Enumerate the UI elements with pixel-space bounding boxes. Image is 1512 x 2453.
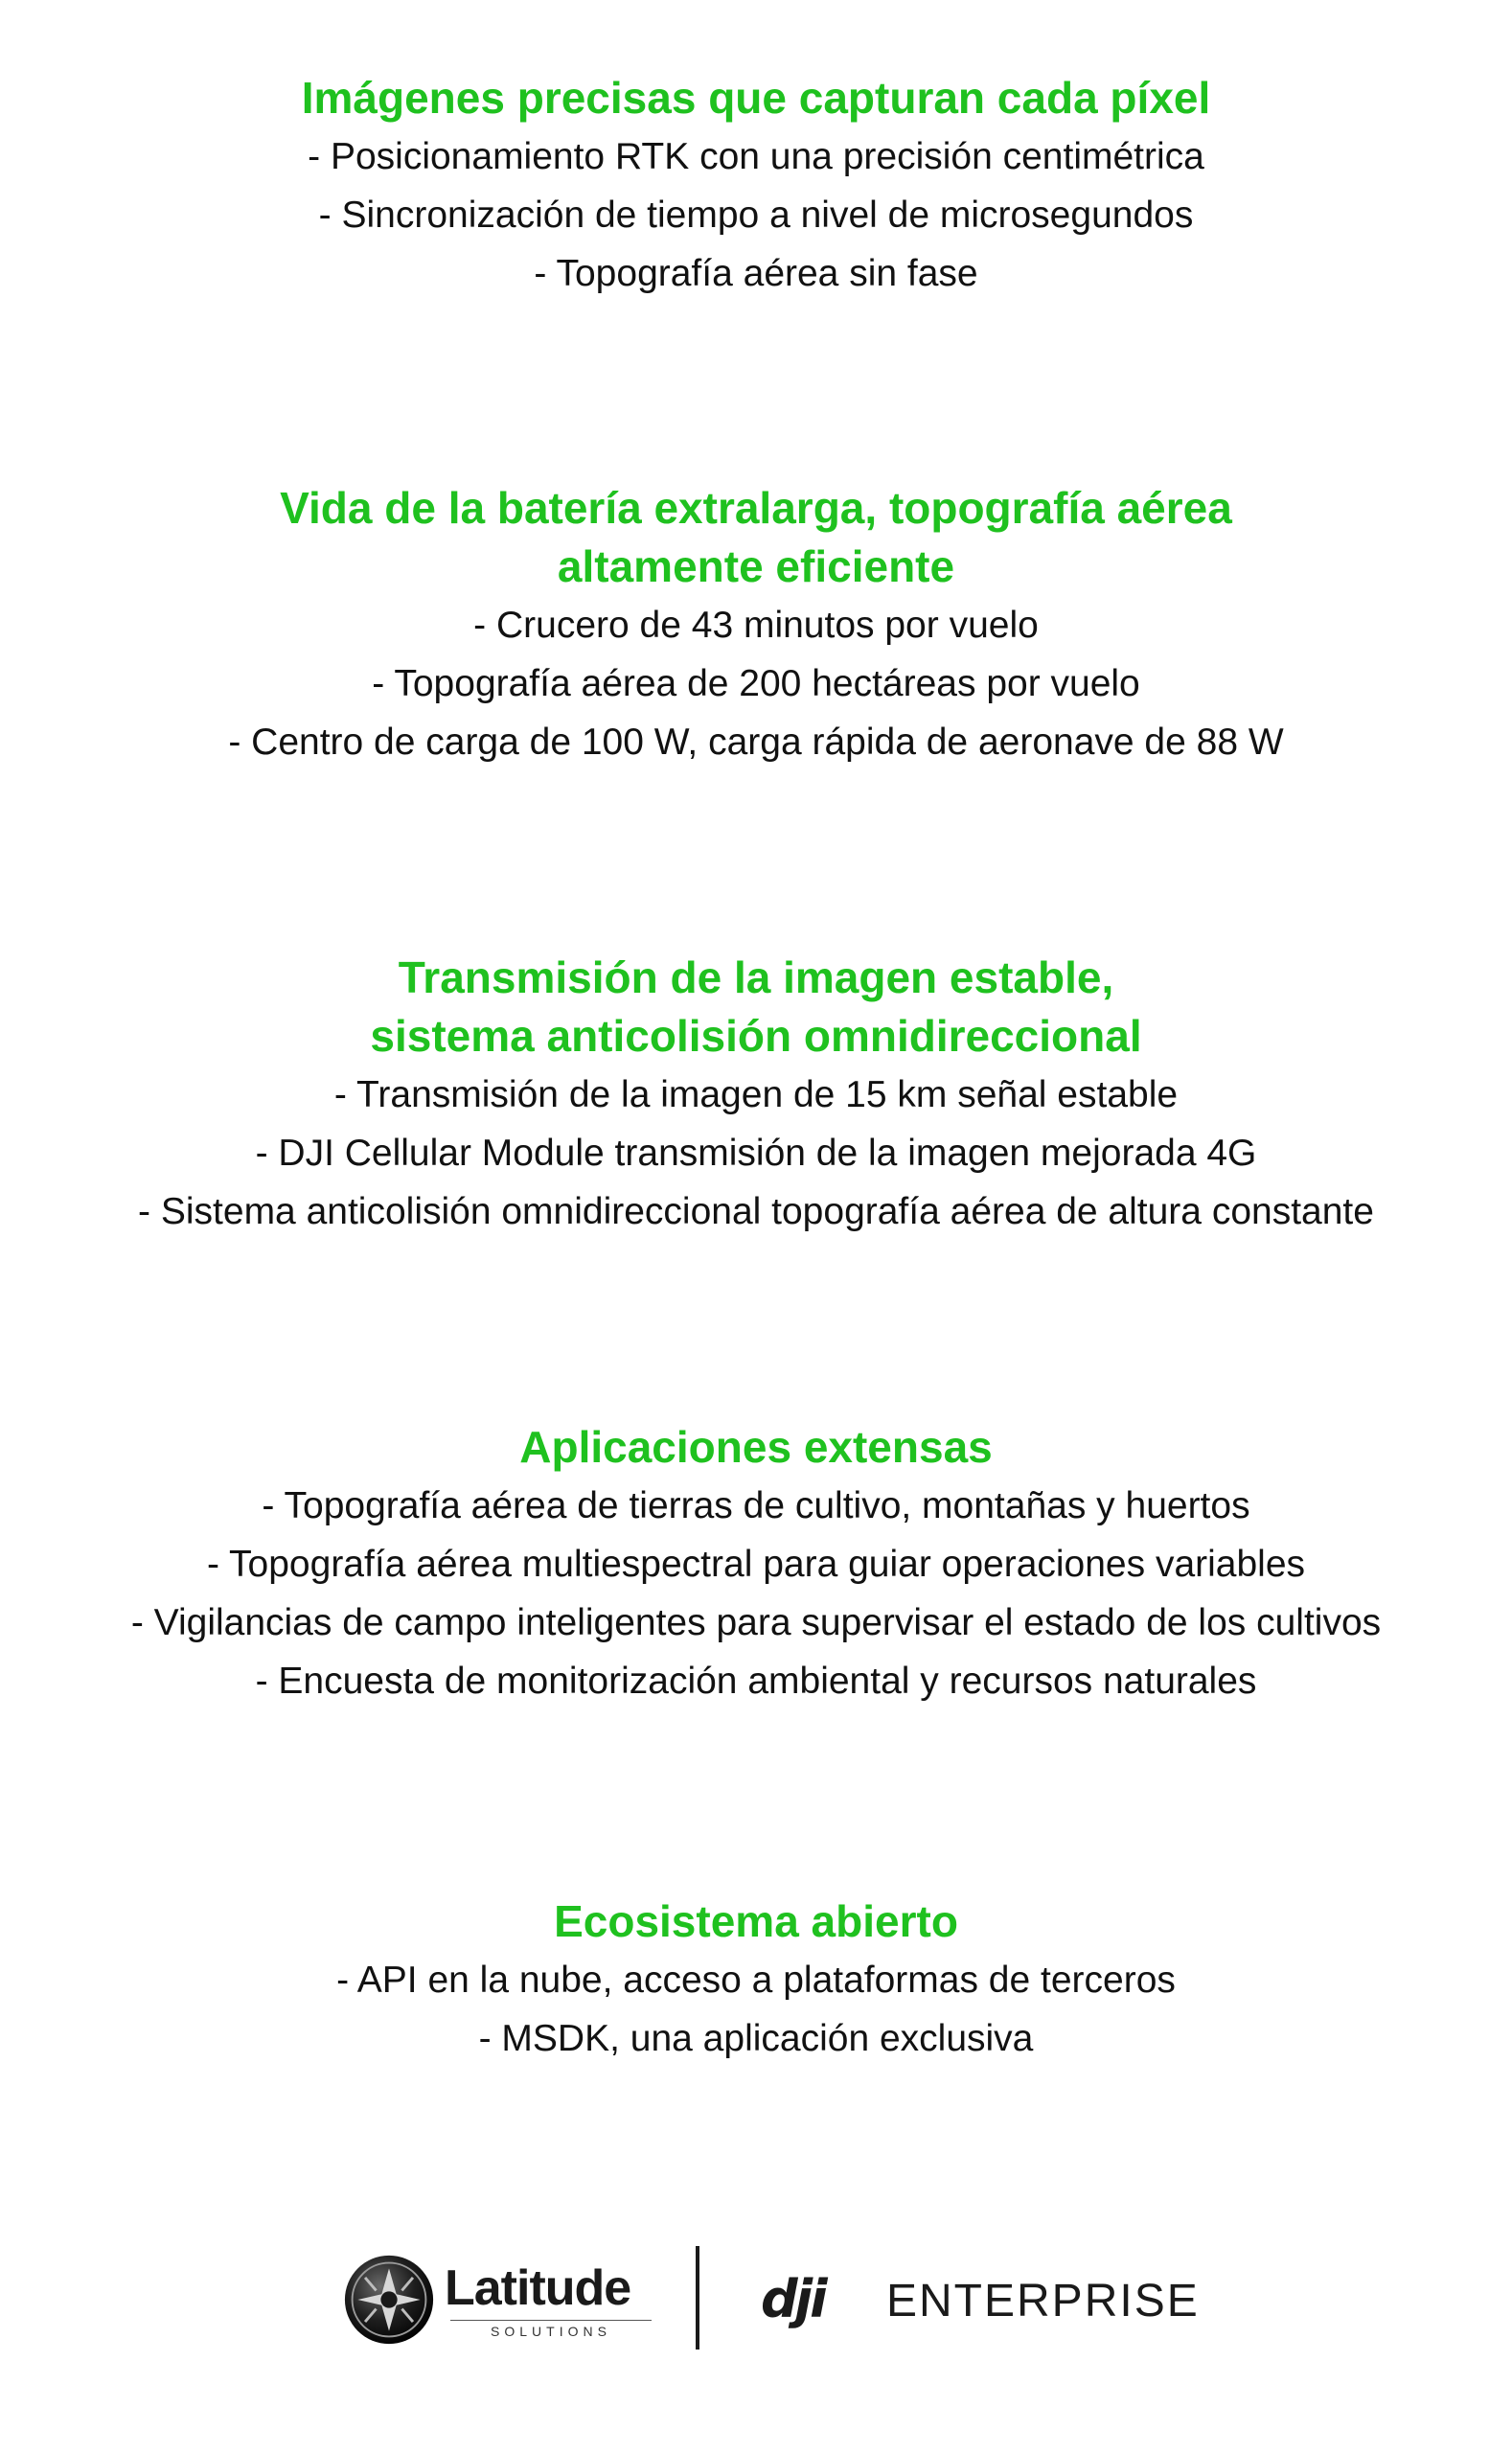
latitude-wordmark: Latitude (445, 2260, 631, 2316)
bullet-list (0, 1477, 1512, 1710)
list-item: - Transmisión de la imagen de 15 km señal estable (333, 1074, 1179, 1115)
list-item: - Sistema anticolisión omnidireccional topografía aérea de altura constante (138, 1191, 1374, 1232)
section-heading: Ecosistema abierto (554, 1896, 958, 1946)
bullet-list (0, 1066, 1512, 1241)
list-item: - MSDK, una aplicación exclusiva (478, 2018, 1034, 2059)
list-item: - API en la nube, acceso a plataformas de terceros (336, 1960, 1176, 2001)
section-heading: Transmisión de la imagen estable, sistema anticolisión omnidireccional (370, 952, 1142, 1061)
list-item: - DJI Cellular Module transmisión de la imagen mejorada 4G (255, 1133, 1257, 1174)
svg-text:dji: dji (761, 2271, 825, 2328)
bullet-list (0, 596, 1512, 771)
list-item: - Encuesta de monitorización ambiental y recursos naturales (255, 1661, 1257, 1702)
latitude-tagline: SOLUTIONS (491, 2324, 611, 2339)
latitude-underline (450, 2320, 652, 2321)
section-heading: Imágenes precisas que capturan cada píxel (301, 73, 1211, 123)
section-open-ecosystem (0, 1892, 1512, 2068)
section-transmission (0, 949, 1512, 1241)
list-item: - Crucero de 43 minutos por vuelo (473, 605, 1039, 646)
list-item: - Centro de carga de 100 W, carga rápida de aeronave de 88 W (228, 722, 1284, 763)
section-battery-life (0, 479, 1512, 771)
bullet-list (0, 1951, 1512, 2068)
list-item: - Topografía aérea sin fase (534, 253, 978, 294)
list-item: - Topografía aérea multiespectral para guiar operaciones variables (206, 1544, 1306, 1585)
list-item: - Vigilancias de campo inteligentes para supervisar el estado de los cultivos (130, 1602, 1382, 1643)
latitude-logo-icon (343, 2254, 435, 2346)
section-heading: Aplicaciones extensas (519, 1422, 993, 1472)
dji-logo-icon (757, 2271, 872, 2328)
footer-logos (0, 2242, 1512, 2357)
section-heading: Vida de la batería extralarga, topografía aérea altamente eficiente (280, 483, 1232, 591)
list-item: - Sincronización de tiempo a nivel de microsegundos (318, 195, 1194, 236)
dji-enterprise-wordmark: ENTERPRISE (886, 2276, 1200, 2327)
logo-divider (696, 2246, 699, 2350)
list-item: - Topografía aérea de tierras de cultivo, montañas y huertos (262, 1485, 1250, 1526)
bullet-list (0, 127, 1512, 303)
list-item: - Posicionamiento RTK con una precisión centimétrica (308, 136, 1204, 177)
list-item: - Topografía aérea de 200 hectáreas por vuelo (372, 663, 1140, 704)
section-precise-imaging (0, 69, 1512, 303)
section-applications (0, 1418, 1512, 1710)
